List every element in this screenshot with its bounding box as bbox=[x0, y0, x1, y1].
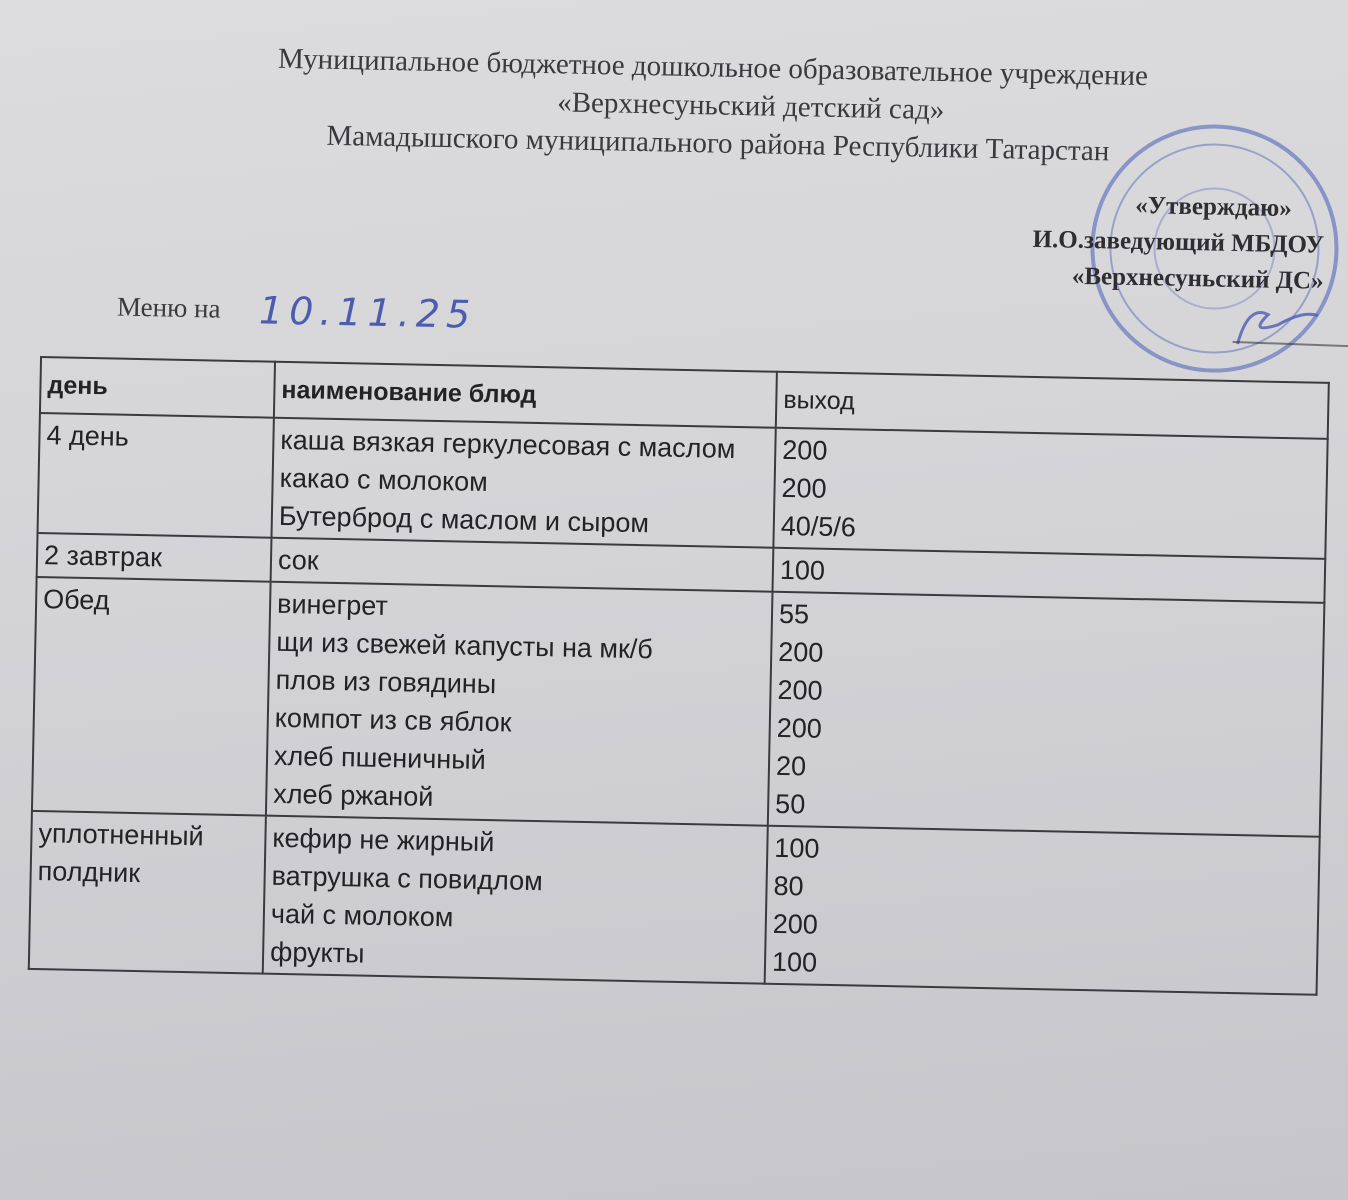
output-item: 100 bbox=[771, 946, 818, 978]
dish-item: каша вязкая геркулесовая с маслом bbox=[280, 424, 736, 464]
output-item: 55 bbox=[778, 598, 810, 630]
table-row bbox=[29, 811, 1320, 995]
output-item: 80 bbox=[773, 870, 804, 902]
approval-line-1: «Утверждаю» bbox=[1135, 191, 1293, 223]
row-day: 4 день bbox=[38, 413, 274, 538]
header-dish: наименование блюд bbox=[274, 362, 777, 428]
output-item: 200 bbox=[772, 908, 819, 940]
institution-line-1: Муниципальное бюджетное дошкольное образовательное учреждение bbox=[277, 42, 1149, 93]
menu-date-handwritten: 10.11.25 bbox=[258, 288, 477, 337]
dish-item: сок bbox=[277, 544, 319, 576]
row-dishes bbox=[263, 816, 768, 984]
header-output: выход bbox=[776, 372, 1329, 439]
institution-line-3: Мамадышского муниципального района Республики Татарстан bbox=[326, 119, 1110, 168]
dish-item: винегрет bbox=[276, 588, 389, 622]
row-outputs bbox=[773, 428, 1327, 559]
output-item: 200 bbox=[776, 712, 823, 744]
output-item: 50 bbox=[774, 788, 806, 820]
output-item: 200 bbox=[782, 434, 828, 466]
dish-item: компот из св яблок bbox=[274, 702, 512, 738]
row-dishes bbox=[266, 582, 773, 826]
row-outputs bbox=[768, 592, 1325, 837]
institution-line-2: «Верхнесуньский детский сад» bbox=[556, 86, 945, 127]
output-item: 200 bbox=[777, 674, 823, 706]
row-day: Обед bbox=[32, 577, 271, 816]
header-day: день bbox=[40, 357, 275, 418]
output-item: 200 bbox=[777, 636, 824, 668]
dish-item: щи из свежей капусты на мк/б bbox=[276, 626, 654, 665]
dish-item: Бутерброд с маслом и сыром bbox=[278, 500, 650, 539]
dish-item: кефир не жирный bbox=[272, 822, 495, 858]
row-day: 2 завтрак bbox=[37, 533, 272, 582]
output-item: 100 bbox=[774, 832, 820, 864]
row-day: уплотненный полдник bbox=[29, 811, 266, 974]
dish-item: чай с молоком bbox=[270, 898, 454, 933]
menu-table bbox=[28, 356, 1330, 996]
approval-line-2: И.О.заведующий МБДОУ bbox=[1032, 225, 1325, 259]
output-item: 40/5/6 bbox=[780, 510, 857, 543]
dish-item: плов из говядины bbox=[275, 664, 497, 700]
output-item: 20 bbox=[775, 750, 807, 782]
menu-label: Меню на bbox=[116, 291, 221, 324]
dish-item: фрукты bbox=[269, 936, 365, 969]
output-item: 200 bbox=[781, 472, 827, 504]
dish-item: хлеб пшеничный bbox=[273, 740, 487, 776]
row-dishes bbox=[271, 418, 775, 548]
output-item: 100 bbox=[779, 554, 826, 586]
table-row bbox=[32, 577, 1324, 837]
row-outputs bbox=[765, 826, 1320, 995]
dish-item: ватрушка с повидлом bbox=[271, 860, 544, 897]
dish-item: хлеб ржаной bbox=[273, 778, 434, 812]
dish-item: какао с молоком bbox=[279, 462, 489, 498]
approval-line-3: «Верхнесуньский ДС» bbox=[1071, 262, 1324, 295]
